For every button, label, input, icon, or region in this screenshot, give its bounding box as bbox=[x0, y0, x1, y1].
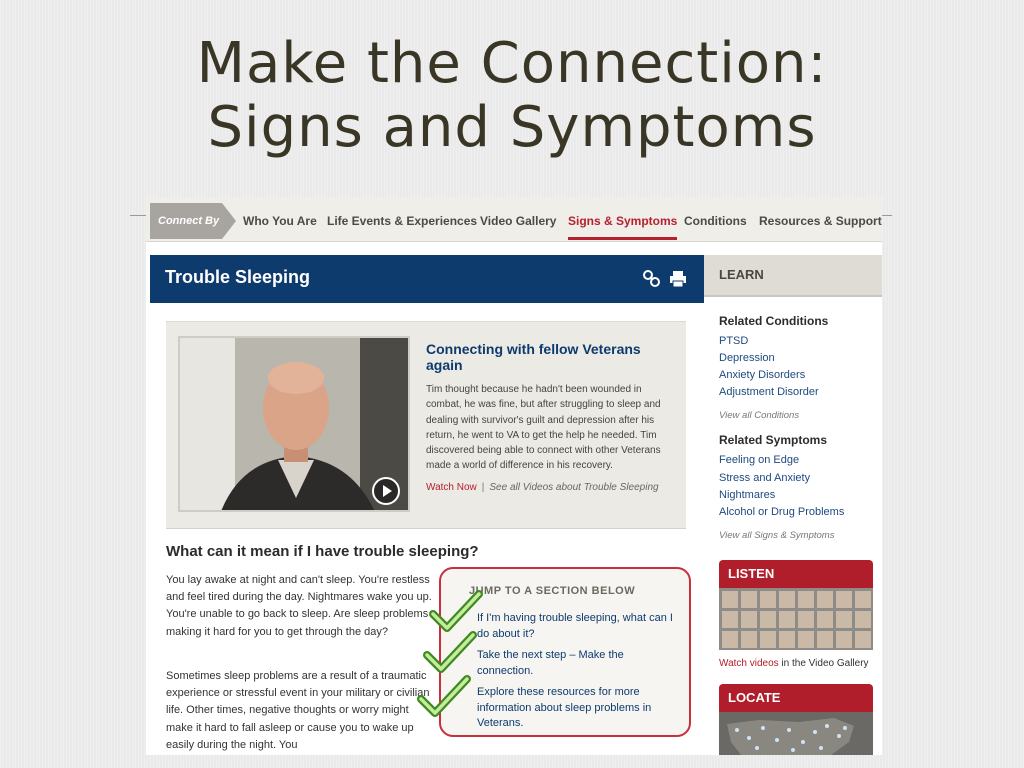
slide-title-line-2: Signs and Symptoms bbox=[207, 95, 817, 160]
condition-link[interactable]: Depression bbox=[719, 352, 775, 364]
collage-image bbox=[719, 588, 873, 650]
jump-link-2[interactable]: Take the next step – Make the connection. bbox=[477, 649, 624, 677]
listen-caption-text: in the Video Gallery bbox=[778, 658, 869, 669]
checkmark-icon bbox=[423, 631, 477, 675]
related-symptoms-heading: Related Symptoms bbox=[719, 433, 828, 447]
view-all-conditions-link[interactable]: View all Conditions bbox=[719, 410, 800, 421]
video-links bbox=[426, 482, 659, 493]
nav-life-events[interactable]: Life Events & Experiences bbox=[327, 214, 478, 228]
see-all-videos-link[interactable]: See all Videos about Trouble Sleeping bbox=[489, 482, 659, 493]
link-separator: | bbox=[481, 482, 485, 493]
us-map-image bbox=[719, 712, 873, 755]
symptom-link[interactable]: Alcohol or Drug Problems bbox=[719, 506, 845, 518]
condition-link[interactable]: PTSD bbox=[719, 335, 749, 347]
page-title-bar bbox=[150, 255, 704, 303]
slide-rule-left bbox=[130, 215, 146, 216]
featured-video-card bbox=[166, 321, 686, 529]
nav-signs-symptoms[interactable]: Signs & Symptoms bbox=[568, 203, 677, 239]
listen-heading: LISTEN bbox=[728, 566, 775, 581]
locate-heading: LOCATE bbox=[728, 690, 781, 705]
link-icon[interactable] bbox=[642, 269, 662, 289]
watch-videos-link[interactable]: Watch videos bbox=[719, 658, 779, 669]
locate-header bbox=[719, 684, 873, 712]
slide-title bbox=[0, 32, 1024, 160]
watch-now-link[interactable]: Watch Now bbox=[426, 482, 477, 493]
connect-by-label: Connect By bbox=[150, 203, 222, 239]
checkmark-icon bbox=[429, 590, 483, 634]
learn-heading: LEARN bbox=[719, 267, 764, 282]
nav-conditions[interactable]: Conditions bbox=[684, 214, 747, 228]
nav-who-you-are[interactable]: Who You Are bbox=[243, 214, 317, 228]
listen-caption bbox=[719, 658, 869, 669]
related-conditions-heading: Related Conditions bbox=[719, 314, 829, 328]
jump-heading: JUMP TO A SECTION BELOW bbox=[469, 585, 636, 597]
view-all-symptoms-link[interactable]: View all Signs & Symptoms bbox=[719, 530, 835, 541]
condition-link[interactable]: Anxiety Disorders bbox=[719, 369, 806, 381]
section-heading: What can it mean if I have trouble sleeping? bbox=[166, 543, 479, 560]
nav-video-gallery[interactable]: Video Gallery bbox=[480, 214, 557, 228]
top-navigation bbox=[146, 197, 882, 242]
locate-map[interactable] bbox=[719, 712, 873, 755]
slide-title-line-1: Make the Connection: bbox=[196, 31, 828, 96]
nav-resources-support[interactable]: Resources & Support bbox=[759, 214, 882, 228]
page-title: Trouble Sleeping bbox=[165, 267, 311, 287]
condition-link[interactable]: Adjustment Disorder bbox=[719, 386, 819, 398]
symptom-link[interactable]: Feeling on Edge bbox=[719, 454, 800, 466]
learn-header bbox=[704, 255, 882, 297]
print-icon[interactable] bbox=[668, 269, 688, 289]
video-gallery-collage[interactable] bbox=[719, 588, 873, 650]
jump-link-1[interactable]: If I'm having trouble sleeping, what can I do about it? bbox=[477, 612, 673, 640]
video-thumbnail[interactable] bbox=[178, 336, 410, 512]
checkmark-icon bbox=[417, 675, 471, 719]
website-screenshot bbox=[146, 197, 882, 755]
play-icon[interactable] bbox=[371, 476, 401, 506]
symptom-link[interactable]: Stress and Anxiety bbox=[719, 472, 811, 484]
article-paragraph-2: Sometimes sleep problems are a result of a traumatic experience or stressful event in your military or civilian life. Other times, negative thoughts or worry might make it hard to fall asleep or cause you to wake up easily during the night. You bbox=[166, 670, 430, 751]
slide-rule-right bbox=[882, 215, 892, 216]
listen-header bbox=[719, 560, 873, 588]
symptom-link[interactable]: Nightmares bbox=[719, 489, 776, 501]
article-paragraph-1: You lay awake at night and can't sleep. You're restless and feel tired during the day. Nightmares wake you up. You're unable to go back to sleep. Are sleep problems making it hard for you to get through the day? bbox=[166, 574, 432, 638]
video-title[interactable]: Connecting with fellow Veterans again bbox=[426, 341, 641, 373]
jump-link-3[interactable]: Explore these resources for more information about sleep problems in Veterans. bbox=[477, 686, 652, 729]
video-description: Tim thought because he hadn't been wounded in combat, he was fine, but after struggling to sleep and dealing with survivor's guilt and depression after his return, he went to VA to get the help he needed. Tim discovered being able to connect with other Veterans made a world of difference in his recovery. bbox=[426, 384, 661, 472]
